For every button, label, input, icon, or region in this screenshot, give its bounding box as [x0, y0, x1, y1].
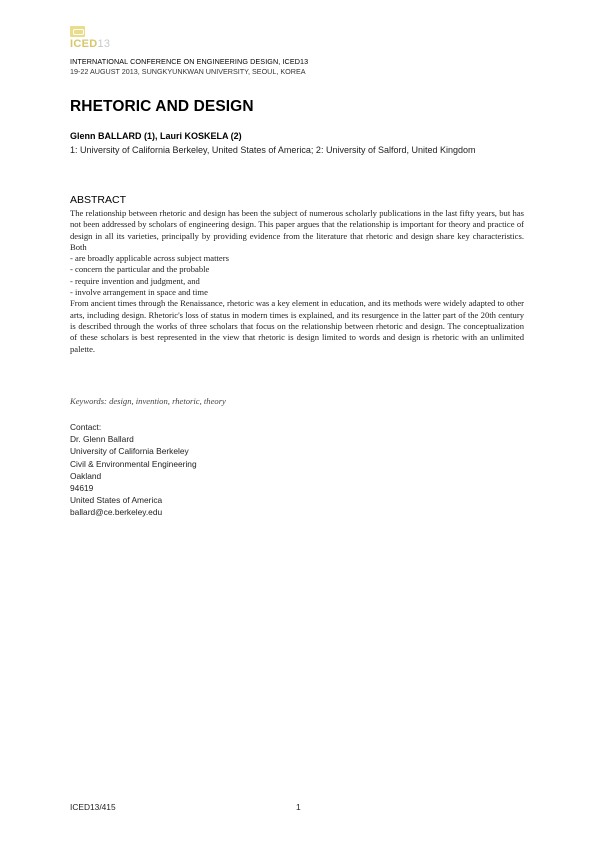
abstract-bullet: - concern the particular and the probable	[70, 264, 210, 275]
contact-email: ballard@ce.berkeley.edu	[70, 507, 163, 518]
contact-postcode: 94619	[70, 483, 94, 494]
abstract-bullet: - involve arrangement in space and time	[70, 287, 208, 298]
abstract-intro: The relationship between rhetoric and design has been the subject of numerous scholarly publications in the last fifty years, but has not been addressed by scholars of engineering design. This paper argues that the relationship is important for theory and practice of design in all its varieties, principally by providing evidence from the literature that rhetoric and design share key characteristics. Both	[70, 208, 524, 252]
conference-name: INTERNATIONAL CONFERENCE ON ENGINEERING DESIGN, ICED13	[70, 57, 309, 66]
footer-paper-id: ICED13/415	[70, 802, 116, 812]
conference-header	[70, 57, 308, 77]
logo-emblem-icon	[70, 26, 85, 37]
abstract-heading: ABSTRACT	[70, 194, 127, 206]
logo-year: 13	[97, 38, 111, 50]
logo-text	[70, 38, 110, 50]
contact-institution: University of California Berkeley	[70, 446, 189, 457]
contact-label: Contact:	[70, 422, 102, 432]
abstract-body	[70, 208, 524, 355]
abstract-bullet: - are broadly applicable across subject matters	[70, 253, 229, 264]
conference-dates-venue: 19-22 AUGUST 2013, SUNGKYUNKWAN UNIVERSITY, SEOUL, KOREA	[70, 67, 306, 76]
contact-department: Civil & Environmental Engineering	[70, 458, 197, 469]
contact-block	[70, 421, 197, 519]
abstract-paragraph: From ancient times through the Renaissance, rhetoric was a key element in education, and its methods were widely adapted to other arts, including design. Rhetoric's loss of status in modern times is explained, and its resurgence in the latter part of the 20th century is described through the works of three scholars that focus on the relationship between rhetoric and design. The conceptualization of these scholars is best represented in the view that rhetoric is design limited to words and design is rhetoric with an unlimited palette.	[70, 298, 524, 354]
contact-city: Oakland	[70, 470, 102, 481]
contact-name: Dr. Glenn Ballard	[70, 434, 134, 445]
keywords: Keywords: design, invention, rhetoric, theory	[70, 396, 226, 406]
conference-logo	[70, 26, 120, 54]
abstract-bullet-list	[70, 253, 524, 298]
logo-name: ICED	[70, 38, 98, 50]
footer-page-number: 1	[296, 802, 301, 812]
abstract-bullet: - require invention and judgment, and	[70, 275, 200, 286]
paper-authors: Glenn BALLARD (1), Lauri KOSKELA (2)	[70, 131, 242, 141]
paper-title: RHETORIC AND DESIGN	[70, 98, 254, 115]
author-affiliations: 1: University of California Berkeley, United States of America; 2: University of Salford, United Kingdom	[70, 145, 476, 155]
contact-country: United States of America	[70, 495, 163, 506]
